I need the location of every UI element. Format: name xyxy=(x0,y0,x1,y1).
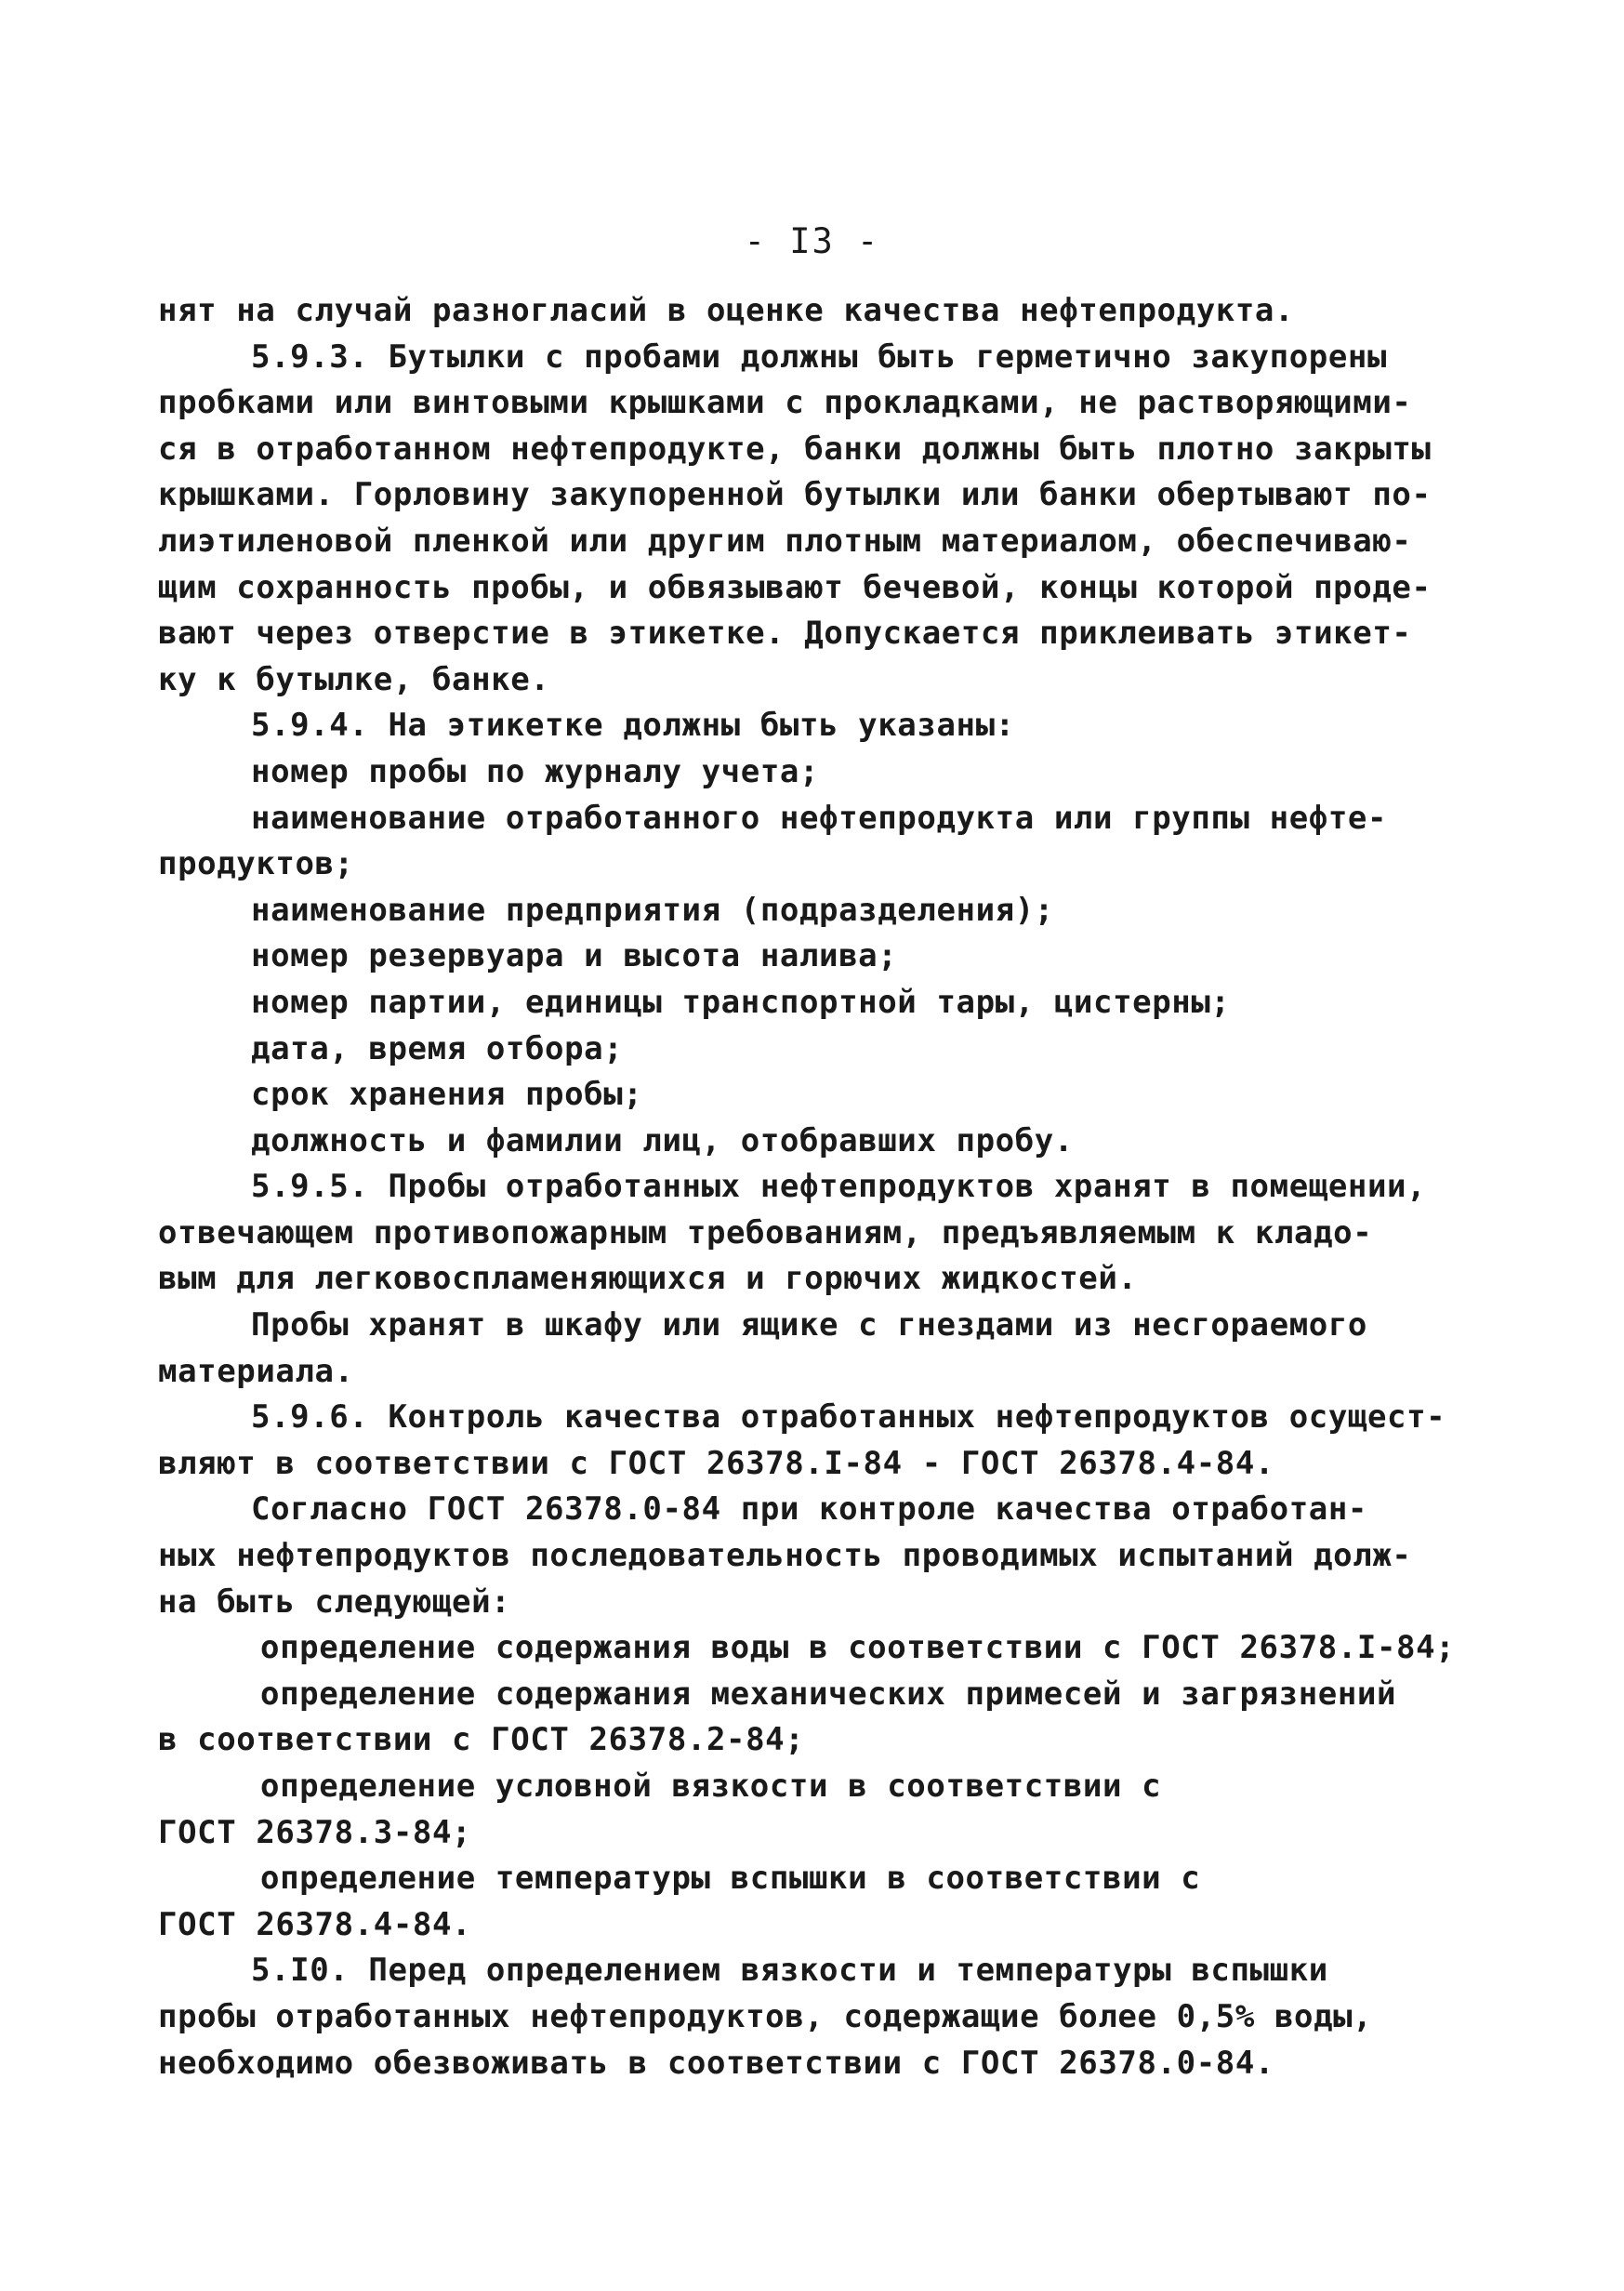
text-line: продуктов; xyxy=(158,845,354,883)
text-line: вляют в соответствии с ГОСТ 26378.I-84 - ГОСТ 26378.4-84. xyxy=(158,1444,1274,1482)
text-line: определение содержания воды в соответствии с ГОСТ 26378.I-84; xyxy=(260,1629,1456,1667)
text-line: вают через отверстие в этикетке. Допускается приклеивать этикет- xyxy=(158,615,1412,653)
text-line: щим сохранность пробы, и обвязывают бечевой, концы которой проде- xyxy=(158,568,1432,606)
text-line: 5.9.3. Бутылки с пробами должны быть герметично закупорены xyxy=(251,338,1388,376)
text-line: должность и фамилии лиц, отобравших пробу. xyxy=(251,1121,1074,1159)
text-line: ся в отработанном нефтепродукте, банки должны быть плотно закрыты xyxy=(158,430,1432,468)
text-line: ГОСТ 26378.4-84. xyxy=(158,1905,472,1943)
text-line: вым для легковоспламеняющихся и горючих жидкостей. xyxy=(158,1260,1138,1298)
text-line: дата, время отбора; xyxy=(251,1029,624,1067)
text-line: на быть следующей: xyxy=(158,1583,511,1621)
text-line: определение содержания механических примесей и загрязнений xyxy=(260,1675,1397,1713)
text-line: ных нефтепродуктов последовательность проводимых испытаний долж- xyxy=(158,1537,1412,1575)
text-line: отвечающем противопожарным требованиям, предъявляемым к кладо- xyxy=(158,1213,1373,1251)
text-line: Согласно ГОСТ 26378.0-84 при контроле качества отработан- xyxy=(251,1490,1367,1529)
text-line: необходимо обезвоживать в соответствии с ГОСТ 26378.0-84. xyxy=(158,2044,1274,2082)
text-line: ку к бутылке, банке. xyxy=(158,660,550,698)
text-line: нят на случай разногласий в оценке качества нефтепродукта. xyxy=(158,292,1295,329)
text-line: ГОСТ 26378.3-84; xyxy=(158,1813,472,1851)
text-line: 5.9.6. Контроль качества отработанных нефтепродуктов осущест- xyxy=(251,1398,1446,1437)
body-text xyxy=(158,288,1456,2086)
page-number: - I3 - xyxy=(744,221,880,261)
text-line: 5.I0. Перед определением вязкости и температуры вспышки xyxy=(251,1952,1328,1990)
text-line: номер партии, единицы транспортной тары, цистерны; xyxy=(251,983,1231,1021)
text-line: наименование предприятия (подразделения); xyxy=(251,891,1054,929)
text-line: определение температуры вспышки в соответствии с xyxy=(260,1860,1201,1898)
text-line: материала. xyxy=(158,1352,354,1390)
text-line: Пробы хранят в шкафу или ящике с гнездами из несгораемого xyxy=(251,1306,1367,1344)
text-line: пробы отработанных нефтепродуктов, содержащие более 0,5% воды, xyxy=(158,1997,1373,2035)
text-line: номер резервуара и высота налива; xyxy=(251,937,898,975)
text-line: определение условной вязкости в соответствии с xyxy=(260,1768,1162,1805)
text-line: лиэтиленовой пленкой или другим плотным материалом, обеспечиваю- xyxy=(158,522,1412,560)
text-line: срок хранения пробы; xyxy=(251,1076,643,1114)
text-line: 5.9.5. Пробы отработанных нефтепродуктов хранят в помещении, xyxy=(251,1168,1427,1206)
text-line: крышками. Горловину закупоренной бутылки или банки обертывают по- xyxy=(158,476,1432,514)
text-line: в соответствии с ГОСТ 26378.2-84; xyxy=(158,1721,805,1759)
text-line: номер пробы по журналу учета; xyxy=(251,752,820,790)
text-line: наименование отработанного нефтепродукта или группы нефте- xyxy=(251,799,1388,837)
text-line: 5.9.4. На этикетке должны быть указаны: xyxy=(251,707,1015,745)
text-line: пробками или винтовыми крышками с прокладками, не растворяющими- xyxy=(158,384,1412,422)
